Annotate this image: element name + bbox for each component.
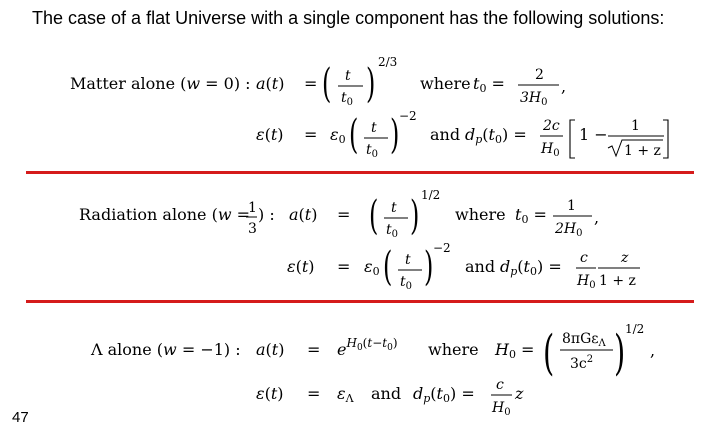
lambda-label: Λ alone <box>91 340 152 359</box>
equals-sign: = <box>304 74 318 93</box>
t0-lhs: t0 = <box>515 205 547 226</box>
left-bracket <box>570 120 575 158</box>
matter-energy-density-lhs: ε(t) <box>256 125 284 144</box>
t0-denominator: $3H_0$ <box>520 90 548 108</box>
paren-colon: ) : <box>258 205 275 224</box>
h0-lhs: H0 = <box>495 340 535 361</box>
section-divider <box>26 300 694 303</box>
where-word: where <box>420 74 471 93</box>
matter-density-exponent: −2 <box>399 109 417 123</box>
matter-scale-factor-lhs: a(t) <box>256 74 285 93</box>
radiation-label: Radiation alone <box>79 205 207 224</box>
right-paren: ) <box>614 325 626 382</box>
left-paren: ( <box>543 325 555 382</box>
and-word: and <box>465 257 496 276</box>
equals-sign: = <box>304 125 318 144</box>
hubble-denominator: $3c^2$ <box>570 354 594 372</box>
and-word: and <box>371 384 402 403</box>
dp-numerator-z: z <box>621 250 629 266</box>
left-paren: ( <box>368 191 379 239</box>
epsilon-zero: ε0 <box>364 257 380 278</box>
where-word: where <box>428 340 479 359</box>
fraction-denominator: $t_0$ <box>341 90 354 108</box>
lambda-energy-density-lhs: ε(t) <box>256 384 284 403</box>
right-bracket <box>663 120 668 158</box>
radiation-w-numerator: 1 <box>248 200 257 216</box>
dp-prefactor-numerator: 2c <box>543 118 560 134</box>
lambda-w-value: −1 <box>200 340 224 359</box>
equals-sign: = <box>337 257 351 276</box>
radiation-w-denominator: 3 <box>248 221 257 237</box>
radiation-scale-factor-lhs: a(t) <box>289 205 318 224</box>
fraction-numerator: t <box>371 120 377 136</box>
fraction-denominator: $t_0$ <box>386 222 399 240</box>
dp-denominator-h0: $H_0$ <box>577 273 596 291</box>
hubble-exponent: 1/2 <box>625 322 645 336</box>
comma: , <box>650 341 656 360</box>
fraction-denominator: $t_0$ <box>366 142 379 160</box>
radiation-scale-exponent: 1/2 <box>421 188 441 202</box>
t0-numerator: 2 <box>535 67 544 83</box>
lambda-equation-group <box>90 322 655 418</box>
bracket-one: 1 − <box>579 125 608 144</box>
comma: , <box>561 77 567 96</box>
matter-equation-group <box>70 55 668 160</box>
dp-numerator-c: c <box>580 250 588 266</box>
dp-lhs: dp(t0) = <box>500 257 562 278</box>
radiation-density-exponent: −2 <box>433 241 451 255</box>
dp-denominator-h0: $H_0$ <box>492 400 511 418</box>
matter-scale-exponent: 2/3 <box>378 55 398 69</box>
dp-lhs: dp(t0) = <box>413 384 475 405</box>
dp-numerator-c: c <box>496 377 504 393</box>
epsilon-lambda: εΛ <box>337 384 354 405</box>
fraction-numerator: t <box>345 68 351 84</box>
epsilon-zero: ε0 <box>330 125 346 146</box>
radiation-energy-density-lhs: ε(t) <box>287 257 315 276</box>
dp-inner-radicand: 1 + z <box>624 143 661 159</box>
equals-sign: = <box>307 340 321 359</box>
section-divider <box>26 171 694 174</box>
fraction-denominator: $t_0$ <box>400 274 413 292</box>
left-paren: ( <box>383 242 393 290</box>
right-paren: ) <box>366 59 376 107</box>
dp-lhs: dp(t0) = <box>465 125 527 146</box>
right-paren: ) <box>410 191 420 239</box>
and-word: and <box>430 125 461 144</box>
exponential: $e^H0(t-t0)$ <box>337 336 398 359</box>
matter-w-value: 0 <box>223 74 234 93</box>
radiation-label-line: Radiation alone (w = <box>79 205 251 224</box>
hubble-numerator: 8πGε$_\Lambda$ <box>562 331 606 349</box>
comma: , <box>594 208 600 227</box>
equals-sign: = <box>337 205 351 224</box>
dp-inner-numerator: 1 <box>631 118 640 134</box>
fraction-numerator: t <box>391 200 397 216</box>
right-paren: ) <box>389 110 400 158</box>
t0-lhs: t0 = <box>473 74 505 95</box>
dp-denominator-z: 1 + z <box>599 273 636 289</box>
t0-numerator: 1 <box>567 198 576 214</box>
page-number: 47 <box>12 409 29 426</box>
matter-label-line: Matter alone (w = 0) : <box>70 74 251 93</box>
fraction-numerator: t <box>405 252 411 268</box>
equals-sign: = <box>307 384 321 403</box>
slide-heading: The case of a flat Universe with a single component has the following solutions: <box>32 8 665 28</box>
lambda-label-line: Λ alone (w = −1) : <box>91 340 241 359</box>
left-paren: ( <box>322 59 332 107</box>
where-word: where <box>455 205 506 224</box>
left-paren: ( <box>349 110 359 158</box>
dp-redshift: z <box>515 384 524 403</box>
dp-prefactor-denominator: $H_0$ <box>541 141 560 159</box>
lambda-scale-factor-lhs: a(t) <box>256 340 285 359</box>
right-paren: ) <box>424 242 434 290</box>
radiation-equation-group <box>79 188 640 292</box>
matter-label: Matter alone <box>70 74 176 93</box>
t0-denominator: $2H_0$ <box>555 221 583 239</box>
